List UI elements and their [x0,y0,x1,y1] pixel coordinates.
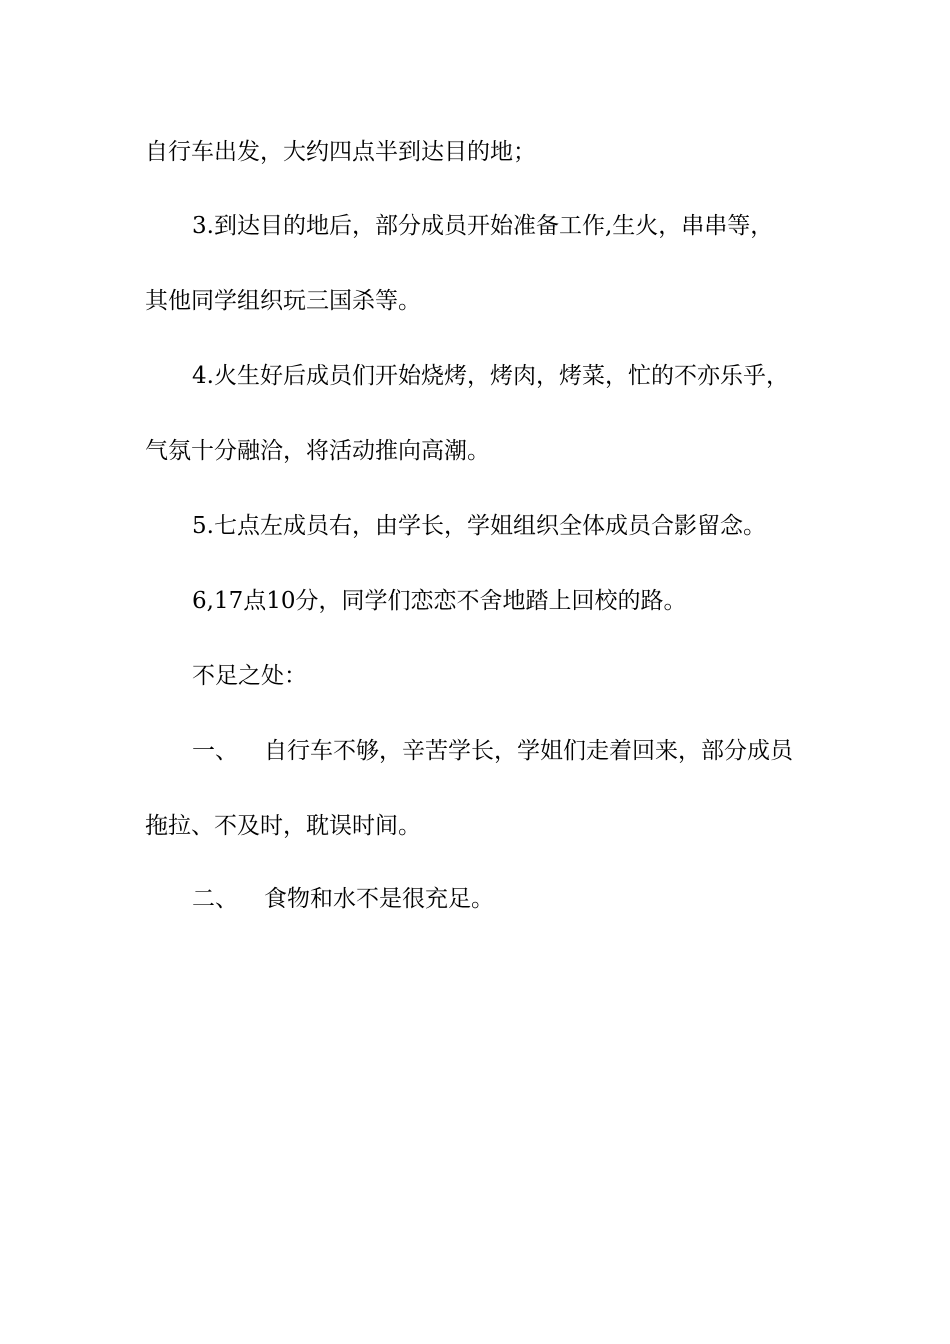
paragraph-item-3: 3.到达目的地后，部分成员开始准备工作,生火，串串等， [192,213,774,239]
list-item [192,736,793,766]
list-item-text: 自行车不够，辛苦学长，学姐们走着回来，部分成员 [264,738,793,764]
paragraph-line: 气氛十分融洽，将活动推向高潮。 [145,438,490,464]
paragraph-line: 自行车出发，大约四点半到达目的地； [145,139,536,165]
list-item-text: 食物和水不是很充足。 [264,886,494,912]
paragraph-line: 其他同学组织玩三国杀等。 [145,288,421,314]
list-marker: 二、 [192,886,238,912]
paragraph-item-5: 5.七点左成员右，由学长，学姐组织全体成员合影留念。 [192,513,766,539]
list-marker: 一、 [192,738,238,764]
paragraph-line: 拖拉、不及时，耽误时间。 [145,813,421,839]
paragraph-item-6: 6,17点10分，同学们恋恋不舍地踏上回校的路。 [192,588,687,614]
paragraph-item-4: 4.火生好后成员们开始烧烤，烤肉，烤菜，忙的不亦乐乎， [192,363,789,389]
list-item [192,884,494,914]
section-heading: 不足之处： [192,663,307,689]
